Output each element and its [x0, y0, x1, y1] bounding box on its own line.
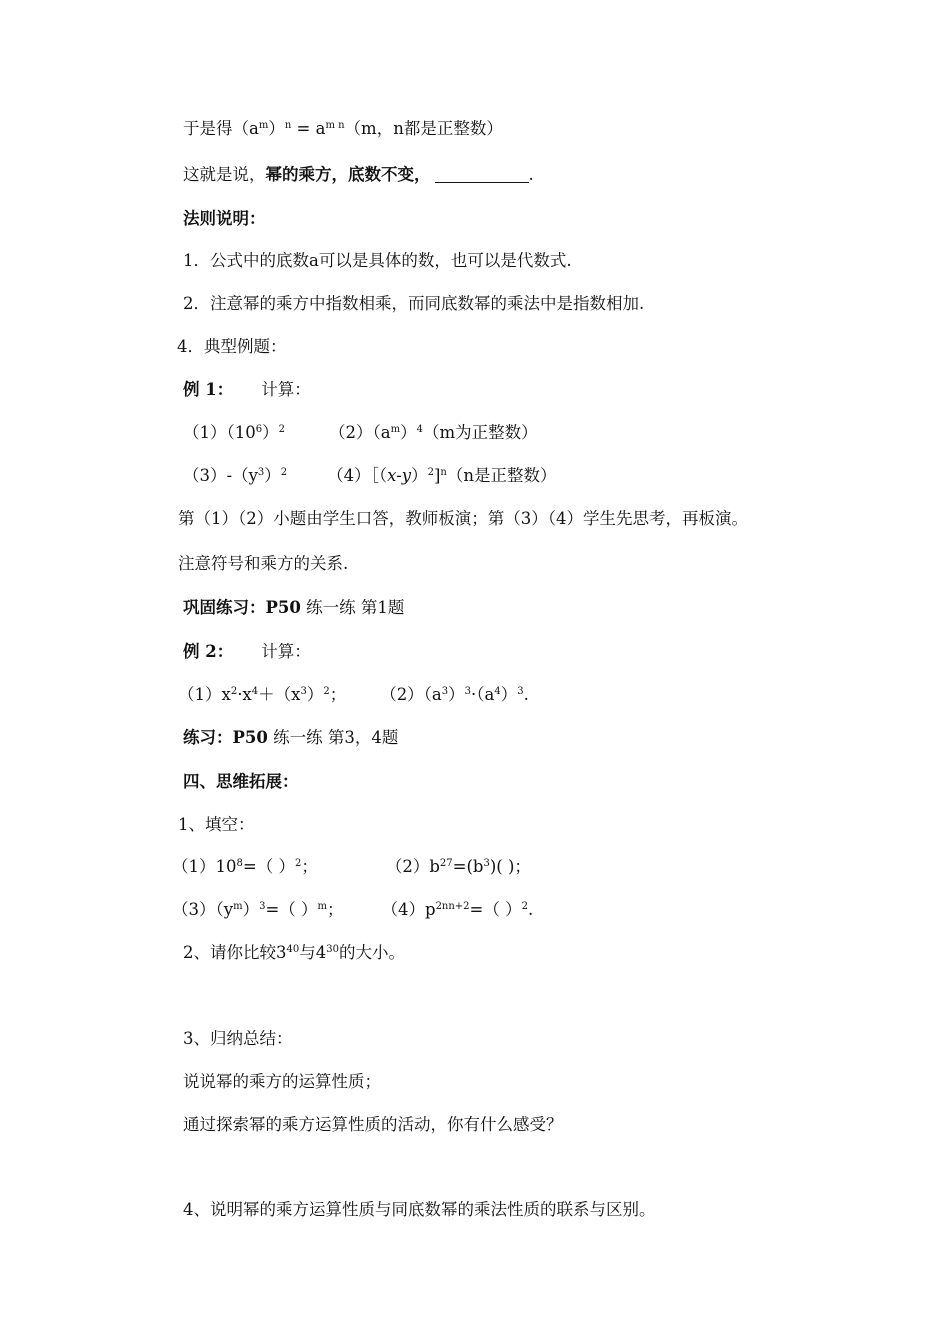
example-2-problems: $(1)x^2\cdot x^4+(x^3)^2$； $(2)(a^3)^3\cdot(a^4)^3$. [178, 685, 529, 704]
example-2-heading: 例 2： 计算： [183, 642, 311, 661]
sign-note: 注意符号和乘方的关系. [178, 554, 349, 573]
example-1-problems-b: $(3)-(y^3)^2$ $(4)[(x-y)^2]^n(n$是正整数） [183, 466, 557, 485]
comparison-question: 4、说明幂的乘方运算性质与同底数幂的乘法性质的联系与区别。 [183, 1200, 656, 1219]
example-1-problems-a: $(1)(10^6)^2$ $(2)(a^m)^4(m$为正整数） [183, 423, 538, 442]
fill-in-problems-a: $(1)10^8=$（ ）$^2$； $(2)b^{27}=(b^3)$( )； [172, 857, 531, 876]
example-1-heading: 例 1： 计算： [183, 380, 311, 399]
practice-2: 练习：P50 练一练 第3，4题 [183, 728, 399, 747]
fill-in-heading: 1、填空： [178, 815, 255, 834]
summary-prompt-1: 说说幂的乘方的运算性质； [183, 1072, 381, 1091]
fill-in-problems-b: $(3)(y^m)^3=$（ ）$^m$； $(4)p^{2nn+2}=$（ ）$^2$. [172, 900, 534, 919]
compare-problem: 2、请你比较$3^{40}$与$4^{30}$的大小。 [183, 943, 405, 962]
rule-note-2: 2．注意幂的乘方中指数相乘，而同底数幂的乘法中是指数相加. [183, 294, 645, 313]
summary-heading: 3、归纳总结： [183, 1029, 293, 1048]
rule-statement: 这就是说，幂的乘方，底数不变， . [183, 165, 534, 184]
rule-explanation-heading: 法则说明： [183, 209, 266, 228]
teaching-note: 第（1）（2）小题由学生口答，教师板演；第（3）（4）学生先思考，再板演。 [178, 509, 748, 528]
section-thinking-extension: 四、思维拓展： [183, 772, 299, 791]
section-typical-examples: 4．典型例题： [177, 337, 287, 356]
practice-1: 巩固练习：P50 练一练 第1题 [183, 598, 405, 617]
summary-prompt-2: 通过探索幂的乘方运算性质的活动，你有什么感受？ [183, 1115, 563, 1134]
formula-conclusion: 于是得$(a^m)^n = a^{m n}(m$，n都是正整数） [183, 119, 503, 138]
fill-blank [435, 166, 529, 183]
rule-note-1: 1．公式中的底数a可以是具体的数，也可以是代数式. [183, 251, 572, 270]
